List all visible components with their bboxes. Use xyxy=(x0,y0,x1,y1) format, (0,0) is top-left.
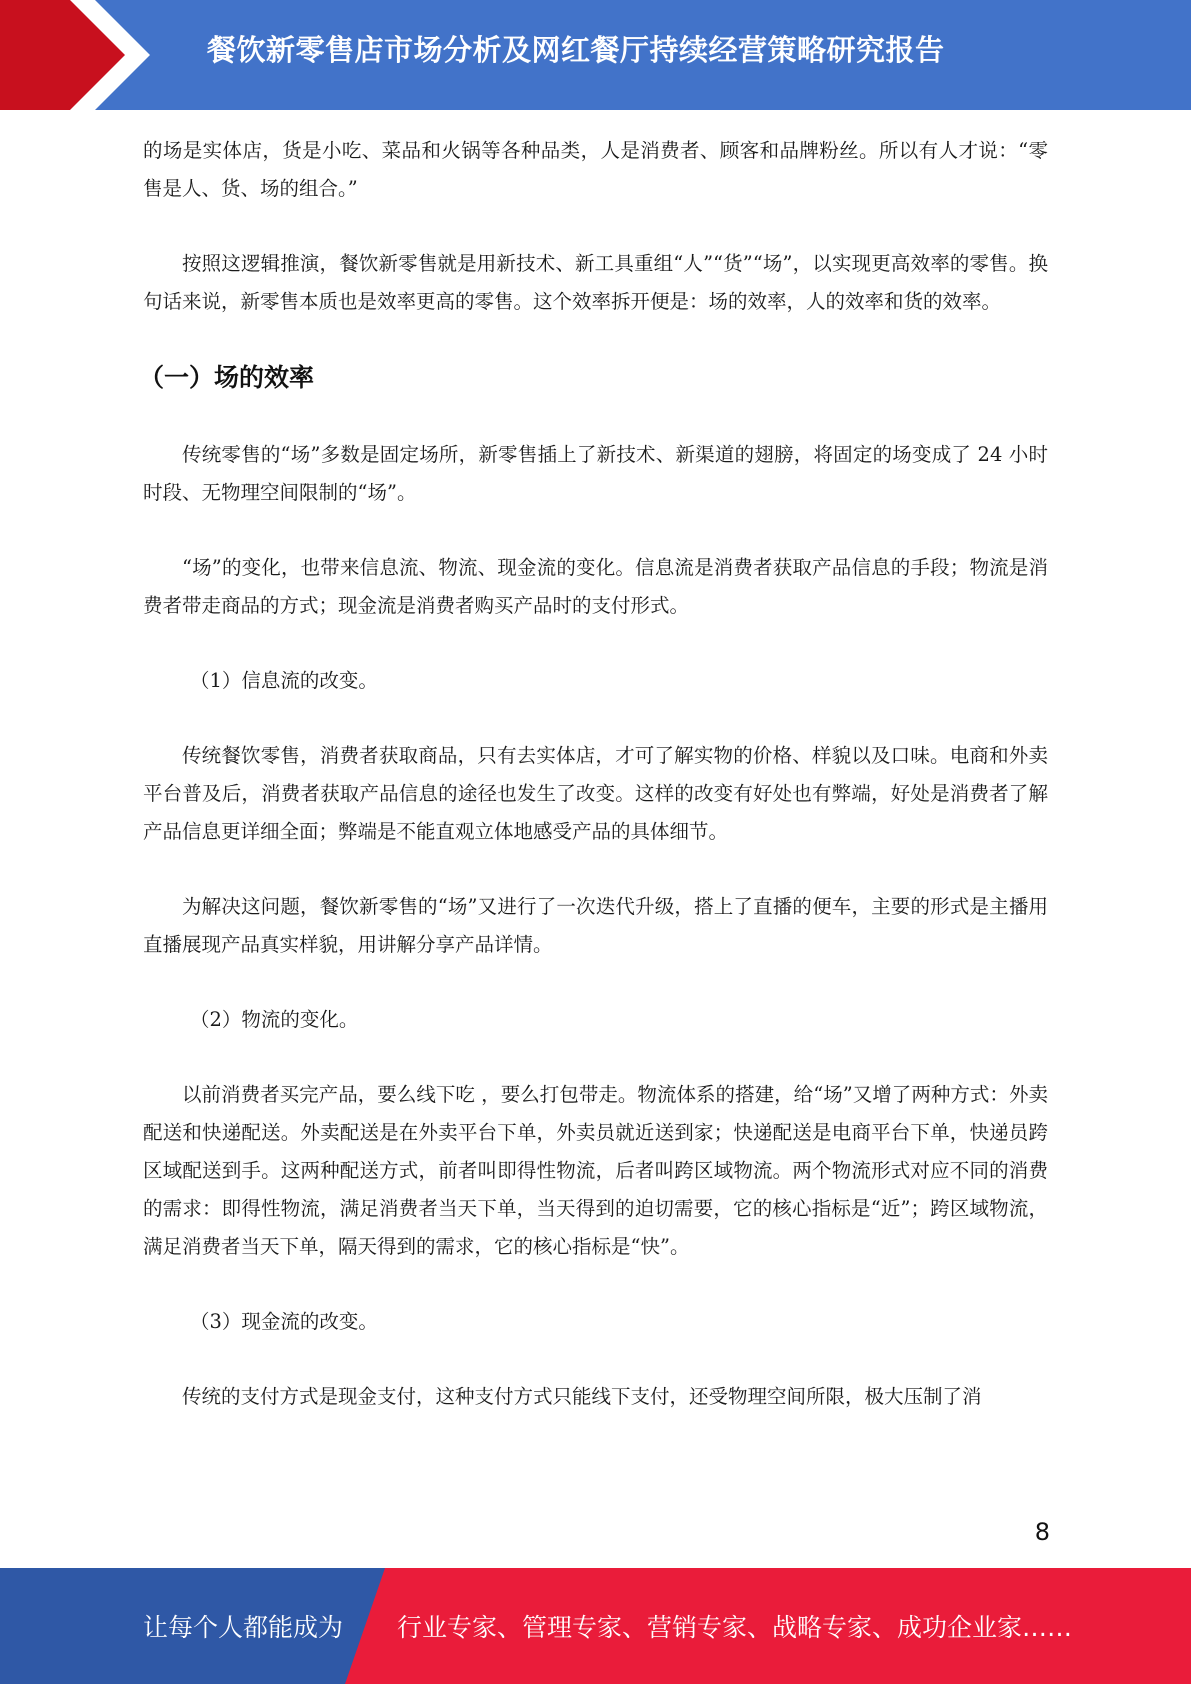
paragraph-venue: 传统零售的“场”多数是固定场所，新零售插上了新技术、新渠道的翅膀，将固定的场变成了 24 小时时段、无物理空间限制的“场”。 xyxy=(143,443,1048,504)
document-body xyxy=(139,132,1048,1453)
paragraph-livestream: 为解决这问题，餐饮新零售的“场”又进行了一次迭代升级，搭上了直播的便车，主要的形式是主播用直播展现产品真实样貌，用讲解分享产品详情。 xyxy=(143,895,1048,956)
page-header xyxy=(0,0,1191,110)
paragraph-cash-flow: 传统的支付方式是现金支付，这种支付方式只能线下支付，还受物理空间所限，极大压制了消 xyxy=(182,1385,982,1408)
page-footer xyxy=(0,1568,1191,1684)
subheading-logistics: （2）物流的变化。 xyxy=(190,1008,359,1031)
paragraph-intro: 的场是实体店，货是小吃、菜品和火锅等各种品类，人是消费者、顾客和品牌粉丝。所以有人才说：“零售是人、货、场的组合。” xyxy=(143,139,1048,200)
subheading-information-flow: （1）信息流的改变。 xyxy=(190,669,378,692)
report-title: 餐饮新零售店市场分析及网红餐厅持续经营策略研究报告 xyxy=(207,33,945,67)
paragraph-logistics: 以前消费者买完产品，要么线下吃 ，要么打包带走。物流体系的搭建，给“场”又增了两种方式：外卖配送和快递配送。外卖配送是在外卖平台下单，外卖员就近送到家；快递配送是电商平台下单，快递员跨区域配送到手。这两种配送方式，前者叫即得性物流，后者叫跨区域物流。两个物流形式对应不同的消费的需求：即得性物流，满足消费者当天下单，当天得到的迫切需要，它的核心指标是“近”；跨区域物流，满足消费者当天下单，隔天得到的需求，它的核心指标是“快”。 xyxy=(143,1083,1048,1258)
subheading-cash-flow: （3）现金流的改变。 xyxy=(190,1310,378,1333)
header-arrow-accent xyxy=(0,0,150,110)
page-number: 8 xyxy=(1034,1518,1050,1546)
footer-slogan-left: 让每个人都能成为 xyxy=(143,1613,344,1642)
paragraph-flows: “场”的变化，也带来信息流、物流、现金流的变化。信息流是消费者获取产品信息的手段；物流是消费者带走商品的方式；现金流是消费者购买产品时的支付形式。 xyxy=(143,556,1048,617)
paragraph-information-flow: 传统餐饮零售，消费者获取商品，只有去实体店，才可了解实物的价格、样貌以及口味。电商和外卖平台普及后，消费者获取产品信息的途径也发生了改变。这样的改变有好处也有弊端，好处是消费者了解产品信息更详细全面；弊端是不能直观立体地感受产品的具体细节。 xyxy=(143,744,1048,843)
footer-slogan-right: 行业专家、管理专家、营销专家、战略专家、成功企业家…… xyxy=(397,1613,1073,1642)
section-heading-venue-efficiency: （一）场的效率 xyxy=(139,363,315,392)
paragraph-logic: 按照这逻辑推演，餐饮新零售就是用新技术、新工具重组“人”“货”“场”，以实现更高效率的零售。换句话来说，新零售本质也是效率更高的零售。这个效率拆开便是：场的效率，人的效率和货的效率。 xyxy=(143,252,1048,313)
